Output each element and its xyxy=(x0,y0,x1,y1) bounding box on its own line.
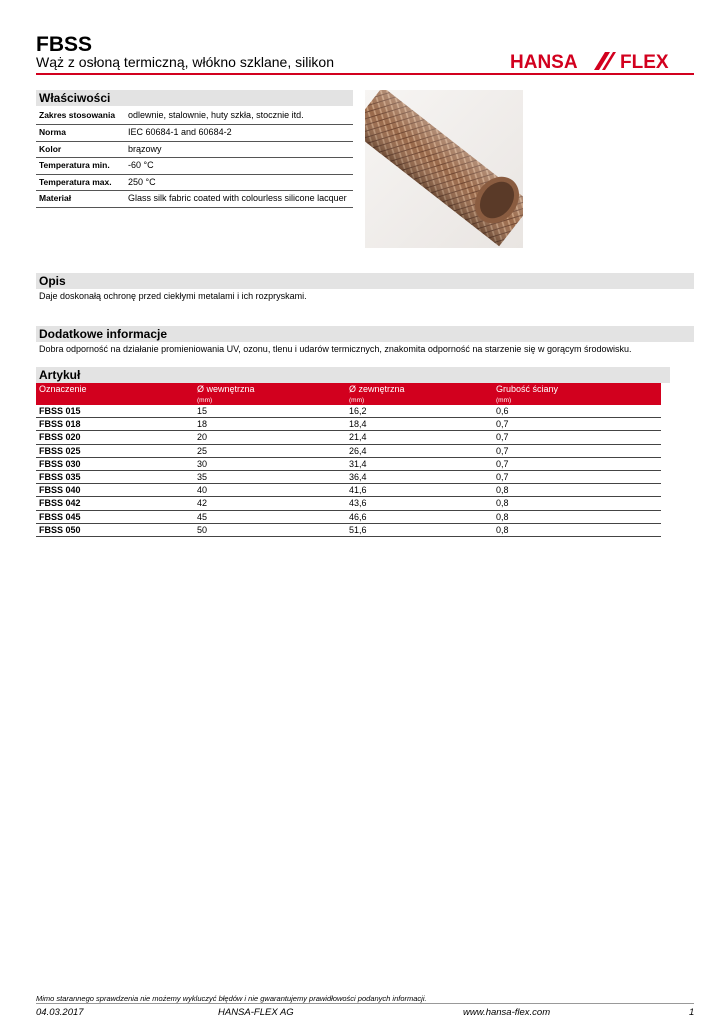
table-row xyxy=(36,457,661,470)
article-cell: 50 xyxy=(194,523,346,536)
article-code: FBSS 050 xyxy=(36,523,194,536)
page-subtitle: Wąż z osłoną termiczną, włókno szklane, silikon xyxy=(36,54,335,70)
article-cell: 26,4 xyxy=(346,444,493,457)
column-header: Oznaczenie xyxy=(36,383,194,405)
article-code: FBSS 030 xyxy=(36,457,194,470)
header-divider xyxy=(36,73,694,75)
properties-heading: Właściwości xyxy=(36,90,353,106)
property-label: Temperatura max. xyxy=(36,174,125,191)
article-code: FBSS 042 xyxy=(36,497,194,510)
article-code: FBSS 015 xyxy=(36,405,194,418)
property-row xyxy=(36,191,353,208)
column-header: Grubość ściany (mm) xyxy=(493,383,661,405)
page-title: FBSS xyxy=(36,33,93,56)
article-cell: 0,8 xyxy=(493,510,661,523)
articles-table xyxy=(36,383,661,537)
footer-divider xyxy=(36,1003,694,1004)
footer-company: HANSA-FLEX AG xyxy=(218,1007,294,1018)
table-row xyxy=(36,431,661,444)
property-value: -60 °C xyxy=(125,158,353,175)
hansa-flex-logo xyxy=(510,50,694,72)
article-cell: 51,6 xyxy=(346,523,493,536)
property-label: Temperatura min. xyxy=(36,158,125,175)
article-cell: 16,2 xyxy=(346,405,493,418)
article-cell: 0,8 xyxy=(493,484,661,497)
table-row xyxy=(36,418,661,431)
property-value: IEC 60684-1 and 60684-2 xyxy=(125,125,353,142)
property-value: Glass silk fabric coated with colourless silicone lacquer xyxy=(125,191,353,208)
article-code: FBSS 035 xyxy=(36,470,194,483)
property-value: brązowy xyxy=(125,141,353,158)
article-cell: 30 xyxy=(194,457,346,470)
svg-text:FLEX: FLEX xyxy=(620,52,669,72)
table-row xyxy=(36,470,661,483)
description-text: Daje doskonałą ochronę przed ciekłymi metalami i ich rozpryskami. xyxy=(39,291,307,301)
article-cell: 0,7 xyxy=(493,418,661,431)
article-code: FBSS 018 xyxy=(36,418,194,431)
article-cell: 45 xyxy=(194,510,346,523)
article-cell: 0,6 xyxy=(493,405,661,418)
articles-heading: Artykuł xyxy=(36,367,670,383)
table-row xyxy=(36,484,661,497)
property-row xyxy=(36,158,353,175)
article-cell: 0,7 xyxy=(493,470,661,483)
article-cell: 15 xyxy=(194,405,346,418)
article-cell: 35 xyxy=(194,470,346,483)
article-cell: 0,7 xyxy=(493,457,661,470)
article-cell: 21,4 xyxy=(346,431,493,444)
article-cell: 25 xyxy=(194,444,346,457)
article-cell: 0,7 xyxy=(493,444,661,457)
articles-header-row xyxy=(36,383,661,405)
article-cell: 18,4 xyxy=(346,418,493,431)
article-cell: 20 xyxy=(194,431,346,444)
article-cell: 40 xyxy=(194,484,346,497)
property-label: Zakres stosowania xyxy=(36,108,125,125)
footer-page-number: 1 xyxy=(689,1007,695,1018)
article-cell: 46,6 xyxy=(346,510,493,523)
property-row xyxy=(36,125,353,142)
property-row xyxy=(36,174,353,191)
property-value: odlewnie, stalownie, huty szkła, stocznie itd. xyxy=(125,108,353,125)
disclaimer: Mimo starannego sprawdzenia nie możemy wykluczyć błędów i nie gwarantujemy prawidłowości podanych informacji. xyxy=(36,994,427,1003)
additional-info-heading: Dodatkowe informacje xyxy=(36,326,694,342)
article-cell: 18 xyxy=(194,418,346,431)
article-cell: 36,4 xyxy=(346,470,493,483)
additional-info-text: Dobra odporność na działanie promieniowania UV, ozonu, tlenu i udarów termicznych, znakomita odporność na starzenie się w gorącym środowisku. xyxy=(39,344,632,354)
footer-date: 04.03.2017 xyxy=(36,1007,84,1018)
column-header: Ø wewnętrzna (mm) xyxy=(194,383,346,405)
article-cell: 0,8 xyxy=(493,523,661,536)
property-row xyxy=(36,108,353,125)
article-code: FBSS 025 xyxy=(36,444,194,457)
property-label: Norma xyxy=(36,125,125,142)
table-row xyxy=(36,444,661,457)
article-code: FBSS 040 xyxy=(36,484,194,497)
property-value: 250 °C xyxy=(125,174,353,191)
article-cell: 0,7 xyxy=(493,431,661,444)
property-label: Kolor xyxy=(36,141,125,158)
product-photo xyxy=(365,90,523,248)
article-cell: 41,6 xyxy=(346,484,493,497)
properties-table xyxy=(36,108,353,208)
article-code: FBSS 045 xyxy=(36,510,194,523)
column-header: Ø zewnętrzna (mm) xyxy=(346,383,493,405)
table-row xyxy=(36,405,661,418)
table-row xyxy=(36,497,661,510)
article-code: FBSS 020 xyxy=(36,431,194,444)
table-row xyxy=(36,510,661,523)
property-row xyxy=(36,141,353,158)
svg-text:HANSA: HANSA xyxy=(510,52,578,72)
article-cell: 0,8 xyxy=(493,497,661,510)
property-label: Materiał xyxy=(36,191,125,208)
article-cell: 42 xyxy=(194,497,346,510)
description-heading: Opis xyxy=(36,273,694,289)
article-cell: 43,6 xyxy=(346,497,493,510)
table-row xyxy=(36,523,661,536)
article-cell: 31,4 xyxy=(346,457,493,470)
footer-website[interactable]: www.hansa-flex.com xyxy=(463,1007,551,1018)
